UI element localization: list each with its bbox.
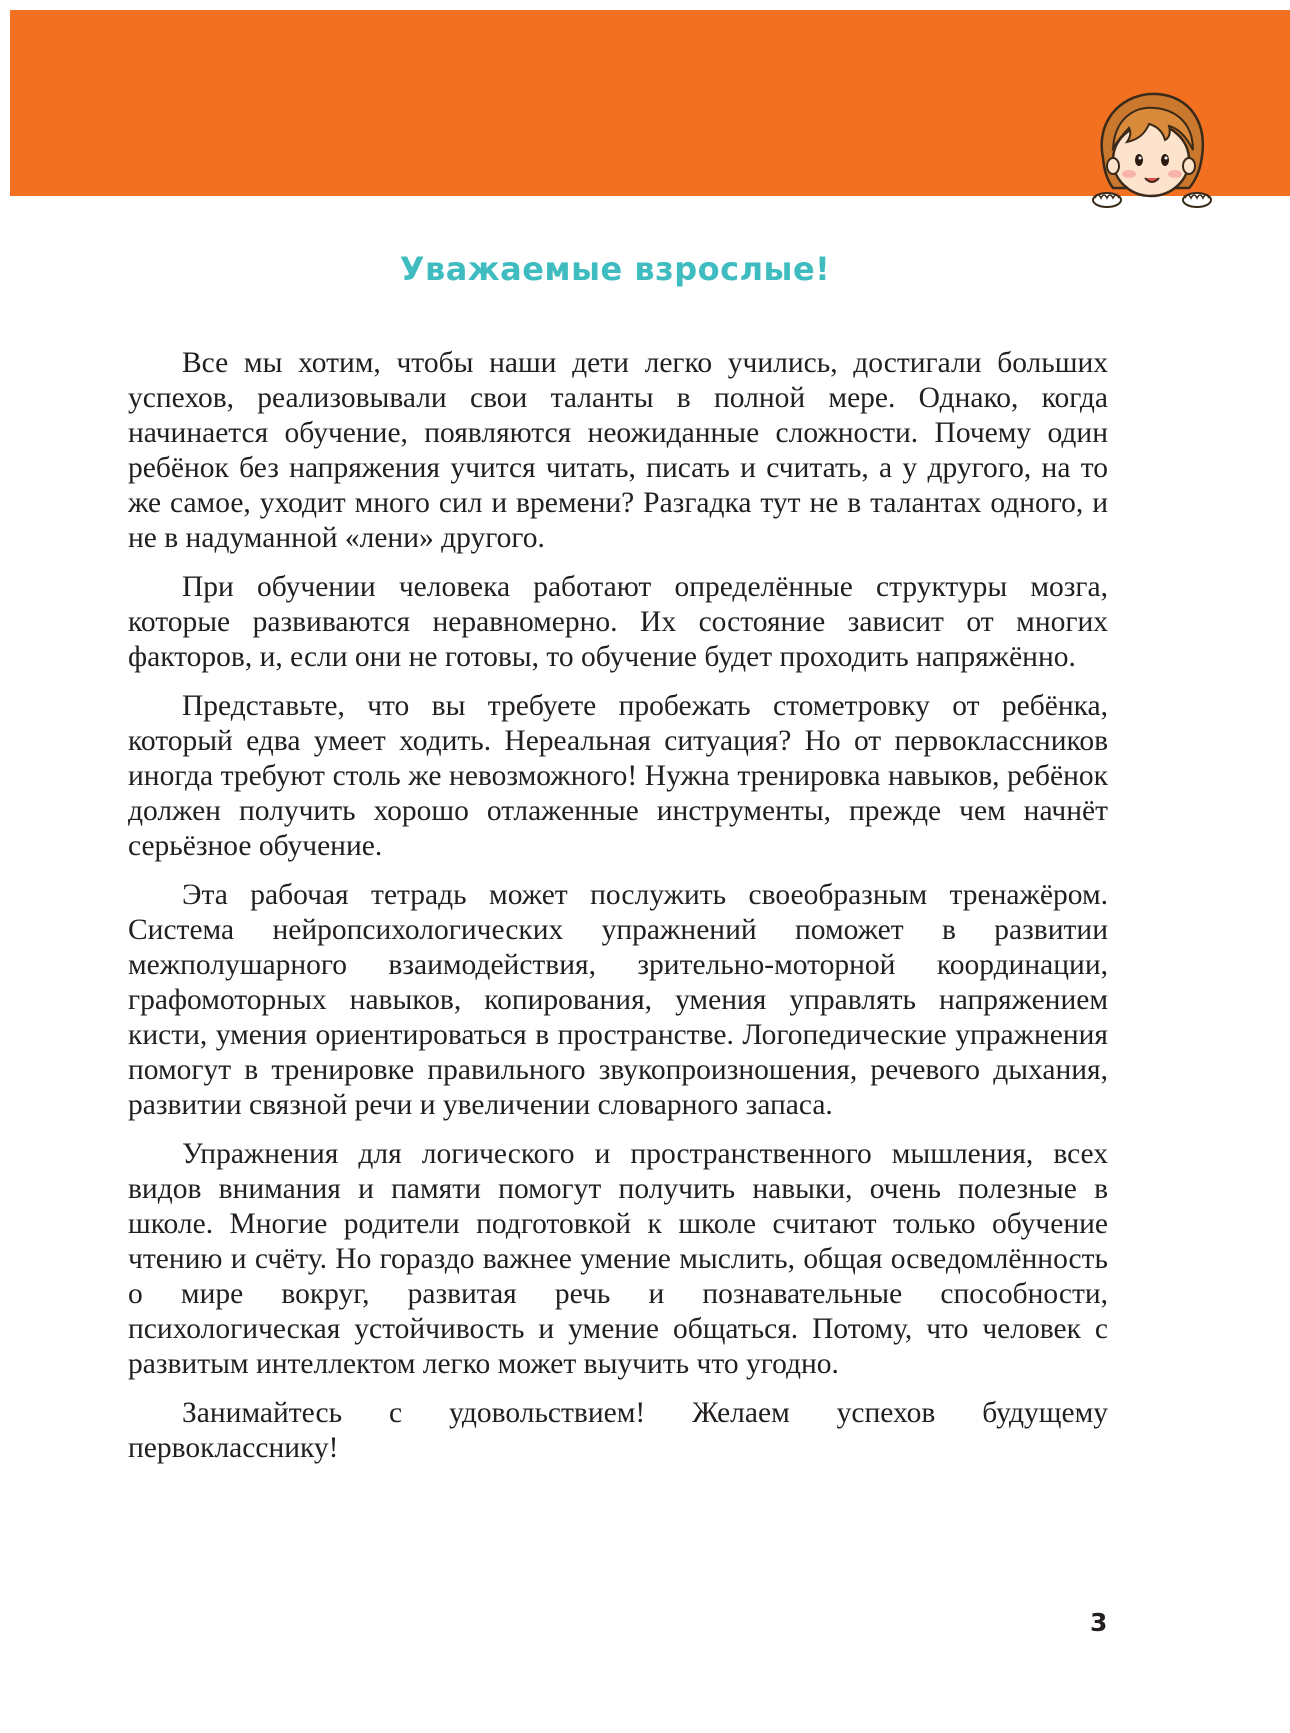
paragraph: Упражнения для логического и пространственного мышления, всех видов внимания и памяти помогут получить навыки, очень полезные в школе. Многие родители подготовкой к школе считают только обучение чтению и счёту. Но гораздо важнее умение мыслить, общая осведомлённость о мире вокруг, развитая речь и познавательные способности, психологическая устойчивость и умение общаться. Потому, что человек с развитым интеллектом легко может выучить что угодно. <box>128 1138 1108 1380</box>
paragraph: Все мы хотим, чтобы наши дети легко учились, достигали больших успехов, реализовывали свои таланты в полной мере. Однако, когда начинается обучение, появляются неожиданные сложности. Почему один ребёнок без напряжения учится читать, писать и считать, а у другого, на то же самое, уходит много сил и времени? Разгадка тут не в талантах одного, и не в надуманной «лени» другого. <box>128 347 1108 554</box>
child-face-peeking-icon <box>1085 88 1215 208</box>
body-text <box>128 346 1108 1480</box>
paragraph: При обучении человека работают определённые структуры мозга, которые развиваются неравномерно. Их состояние зависит от многих факторов, и, если они не готовы, то обучение будет проходить напряжённо. <box>128 571 1108 673</box>
paragraph: Эта рабочая тетрадь может послужить своеобразным тренажёром. Система нейропсихологических упражнений поможет в развитии межполушарного взаимодействия, зрительно-моторной координации, графомоторных навыков, копирования, умения управлять напряжением кисти, умения ориентироваться в пространстве. Логопедические упражнения помогут в тренировке правильного звукопроизношения, речевого дыхания, развитии связной речи и увеличении словарного запаса. <box>128 879 1108 1121</box>
paragraph: Занимайтесь с удовольствием! Желаем успехов будущему первокласснику! <box>128 1397 1108 1464</box>
paragraph: Представьте, что вы требуете пробежать стометровку от ребёнка, который едва умеет ходить. Нереальная ситуация? Но от первоклассников иногда требуют столь же невозможного! Нужна тренировка навыков, ребёнок должен получить хорошо отлаженные инструменты, прежде чем начнёт серьёзное обучение. <box>128 690 1108 862</box>
page-title: Уважаемые взрослые! <box>399 250 831 288</box>
page-number: 3 <box>1090 1608 1108 1637</box>
